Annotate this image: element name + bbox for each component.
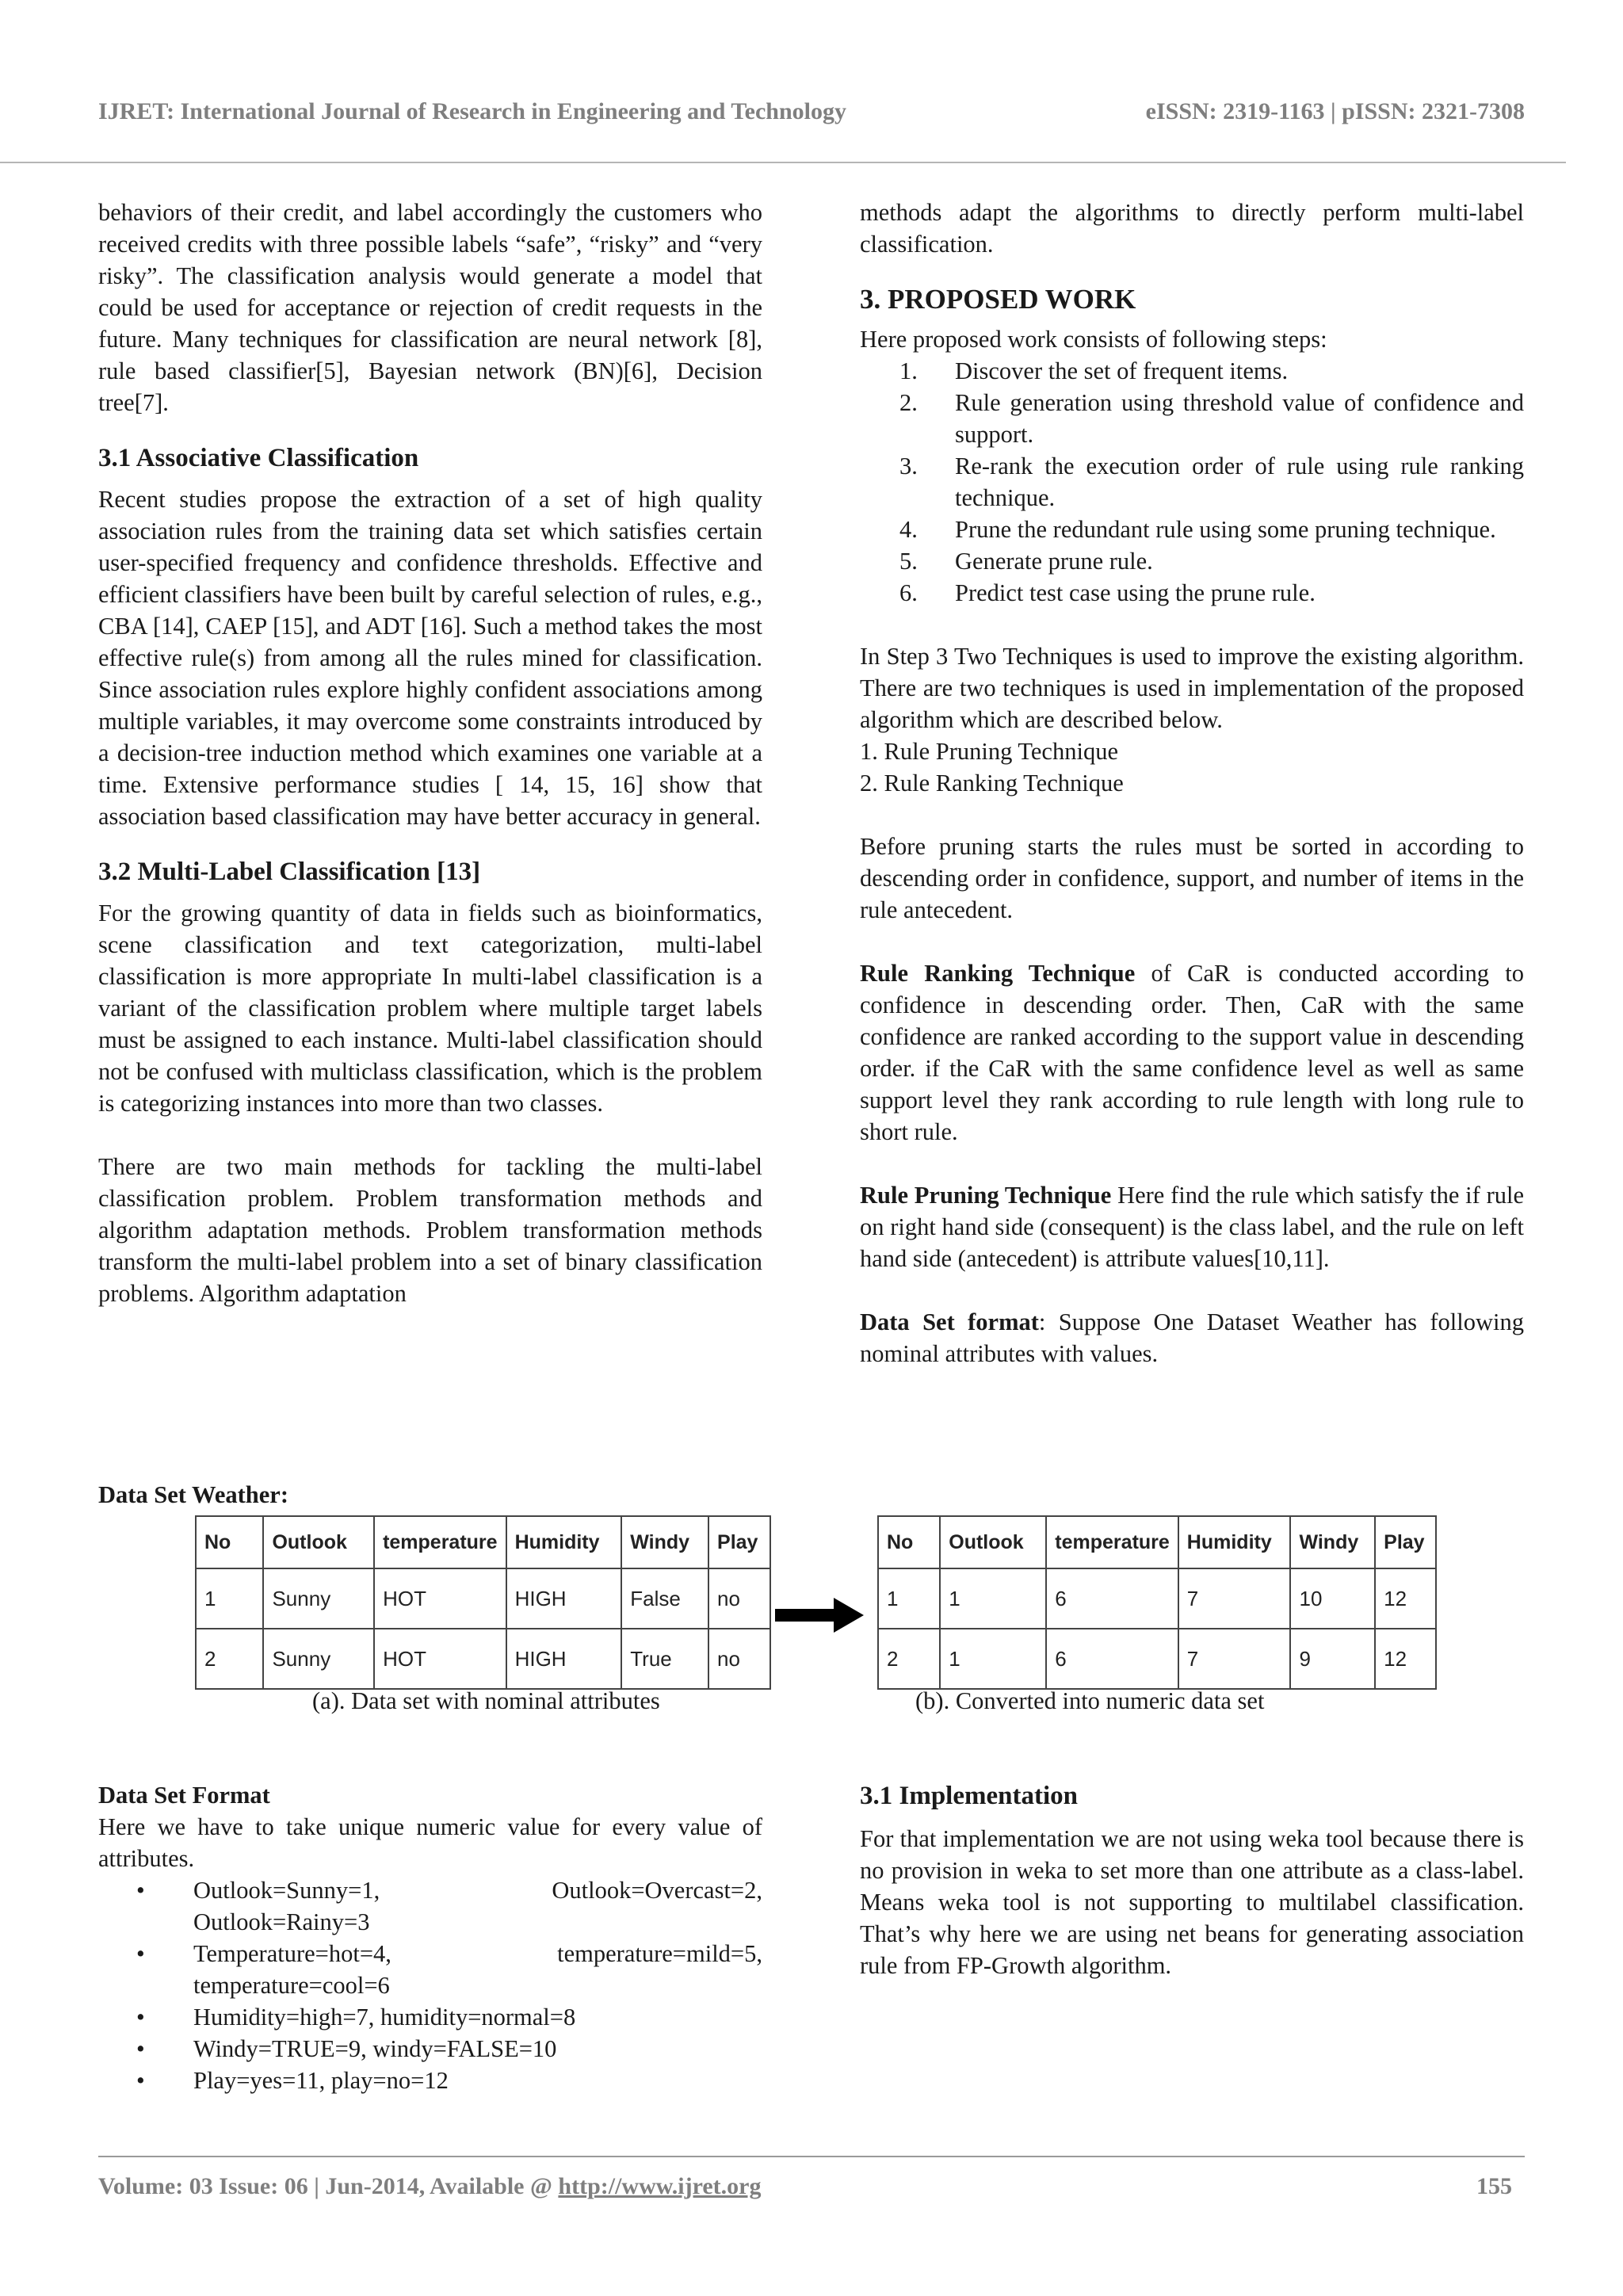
section-3-1-title: 3.1 Associative Classification: [98, 444, 419, 472]
page-number: 155: [1476, 2173, 1512, 2199]
list-item: • Play=yes=11, play=no=12: [136, 2067, 449, 2094]
section-3-title: 3. PROPOSED WORK: [860, 284, 1136, 315]
proposed-steps-list: [860, 355, 1524, 609]
table-row: 1 1 6 7 10 12: [878, 1568, 1436, 1629]
table-row: 2 1 6 7 9 12: [878, 1629, 1436, 1689]
rule-pruning-term: Rule Pruning Technique: [860, 1182, 1112, 1209]
list-item: • Temperature=hot=4, temperature=mild=5, temperature=cool=6: [136, 1940, 762, 1999]
list-item: • Windy=TRUE=9, windy=FALSE=10: [136, 2035, 557, 2062]
dataset-format-intro: Here we have to take unique numeric value for every value of attributes.: [98, 1813, 762, 1872]
running-header: [98, 98, 1525, 133]
caption-b: (b). Converted into numeric data set: [915, 1687, 1265, 1714]
intro-paragraph: behaviors of their credit, and label accordingly the customers who received credits with three possible labels “safe”, “risky” and “very risky”. The classification analysis would generate a model that could be used for acceptance or rejection of credit requests in the future. Many techniques for classification are neural network [8], rule based classifier[5], Bayesian network (BN)[6], Decision tree[7].: [98, 199, 762, 416]
step-item: 1. Discover the set of frequent items.: [899, 357, 1289, 384]
section-3-intro: Here proposed work consists of following steps:: [860, 326, 1327, 353]
step-3-paragraph: In Step 3 Two Techniques is used to improve the existing algorithm. There are two techniques is used in implementation of the proposed algorithm which are described below.: [860, 643, 1524, 733]
table-header-row: No Outlook temperature Humidity Windy Play: [878, 1516, 1436, 1568]
journal-title: IJRET: International Journal of Research in Engineering and Technology: [98, 98, 847, 124]
section-3-2-paragraph-2: There are two main methods for tackling the multi-label classification problem. Problem transformation methods and algorithm adaptation methods. Problem transformation methods transform the multi-label problem into a set of binary classification problems. Algorithm adaptation: [98, 1153, 762, 1307]
dataset-format-title: Data Set Format: [98, 1782, 270, 1809]
table-header-row: No Outlook temperature Humidity Windy Play: [196, 1516, 770, 1568]
technique-1: 1. Rule Pruning Technique: [860, 738, 1118, 765]
dataset-format-term: Data Set format: [860, 1308, 1039, 1335]
journal-link[interactable]: http://www.ijret.org: [558, 2173, 762, 2199]
rule-pruning-paragraph: Rule Pruning Technique Here find the rule which satisfy the if rule on right hand side (consequent) is the class label, and the rule on left hand side (antecedent) is attribute values[10,11].: [860, 1182, 1524, 1272]
dataset-format-paragraph: Data Set format: Suppose One Dataset Weather has following nominal attributes with values.: [860, 1308, 1524, 1367]
nominal-dataset-table: [195, 1515, 771, 1690]
right-column: [860, 197, 1524, 1370]
implementation-text: For that implementation we are not using weka tool because there is no provision in weka to set more than one attribute as a class-label. Means weka tool is not supporting to multilabel classification. That’s why here we are using net beans for generating association rule from FP-Growth algorithm.: [860, 1825, 1524, 1979]
footer-volume: Volume: 03 Issue: 06 | Jun-2014, Available @ http://www.ijret.org: [98, 2173, 762, 2199]
header-divider: [0, 162, 1566, 163]
caption-a: (a). Data set with nominal attributes: [312, 1687, 660, 1714]
running-footer: [98, 2173, 1512, 2208]
numeric-dataset-table: [877, 1515, 1437, 1690]
step-item: 6. Predict test case using the prune rule.: [899, 579, 1316, 606]
step-item: 5. Generate prune rule.: [899, 548, 1153, 575]
left-column: [98, 197, 762, 1309]
step-item: 2. Rule generation using threshold value of confidence and support.: [899, 389, 1524, 448]
list-item: • Outlook=Sunny=1, Outlook=Overcast=2, Outlook=Rainy=3: [136, 1877, 762, 1935]
step-item: 4. Prune the redundant rule using some pruning technique.: [899, 516, 1496, 543]
dataset-format-section: [98, 1779, 762, 2096]
continuation-paragraph: methods adapt the algorithms to directly perform multi-label classification.: [860, 199, 1524, 258]
section-3-2-title: 3.2 Multi-Label Classification [13]: [98, 858, 481, 886]
table-row: 1 Sunny HOT HIGH False no: [196, 1568, 770, 1629]
section-3-1-text: Recent studies propose the extraction of a set of high quality association rules from the training data set which satisfies certain user-specified frequency and confidence thresholds. Effective and efficient classifiers have been built by careful selection of rules, e.g., CBA [14], CAEP [15], and ADT [16]. Such a method takes the most effective rule(s) from among all the rules mined for classification. Since association rules explore highly confident associations among multiple variables, it may overcome some constraints introduced by a decision-tree induction method which examines one variable at a time. Extensive performance studies [ 14, 15, 16] show that association based classification may have better accuracy in general.: [98, 486, 762, 830]
technique-2: 2. Rule Ranking Technique: [860, 770, 1124, 797]
step-item: 3. Re-rank the execution order of rule using rule ranking technique.: [899, 453, 1524, 511]
ranking-term: Rule Ranking Technique: [860, 960, 1136, 987]
footer-divider: [98, 2156, 1525, 2157]
implementation-title: 3.1 Implementation: [860, 1782, 1078, 1810]
implementation-section: [860, 1778, 1524, 1981]
dataset-weather-title: Data Set Weather:: [98, 1481, 288, 1508]
right-arrow-icon: [775, 1598, 864, 1633]
issn-label: eISSN: 2319-1163 | pISSN: 2321-7308: [1145, 98, 1525, 124]
table-row: 2 Sunny HOT HIGH True no: [196, 1629, 770, 1689]
list-item: • Humidity=high=7, humidity=normal=8: [136, 2004, 576, 2030]
ranking-paragraph: Rule Ranking Technique of CaR is conducted according to confidence in descending order. Then, CaR with the same confidence are ranked according to the support value in descending order. if the CaR with the same confidence level as well as same support level they rank according to rule length with long rule to short rule.: [860, 960, 1524, 1145]
section-3-2-paragraph-1: For the growing quantity of data in fields such as bioinformatics, scene classification and text categorization, multi-label classification is more appropriate In multi-label classification is a variant of the classification problem where multiple target labels must be assigned to each instance. Multi-label classification should not be confused with multiclass classification, which is the problem is categorizing instances into more than two classes.: [98, 900, 762, 1117]
attribute-mapping-list: [98, 1874, 762, 2096]
pruning-paragraph: Before pruning starts the rules must be sorted in according to descending order in confidence, support, and number of items in the rule antecedent.: [860, 833, 1524, 923]
